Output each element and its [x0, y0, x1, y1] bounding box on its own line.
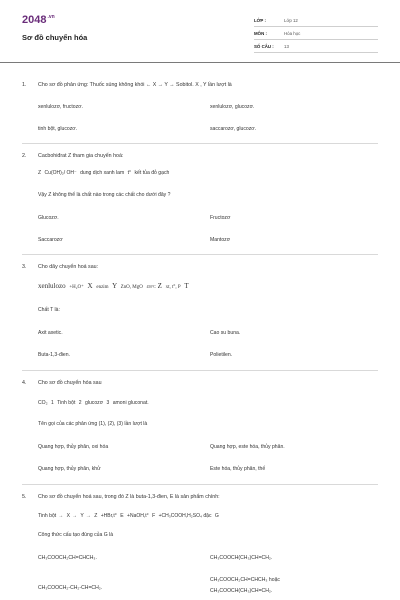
question-stem: Cho sơ đồ chuyển hóa sau [38, 380, 102, 386]
scheme-product: amoni gluconat. [112, 400, 149, 406]
scheme-condition: +NaOH,t° [127, 513, 149, 519]
brand-suffix: .vn [47, 14, 55, 20]
question-number: 1. [22, 82, 27, 88]
option-d[interactable]: saccarozơ, glucozơ. [210, 126, 257, 132]
meta-value: Hóa học [284, 31, 301, 36]
option-a[interactable]: xenlulozơ, fructozơ. [38, 104, 83, 110]
reaction-scheme [38, 400, 149, 406]
scheme-step-label: 1 [51, 400, 54, 406]
option-b[interactable]: Cao su buna. [210, 330, 241, 336]
meta-label: LỚP : [254, 18, 266, 23]
question-stem: Cacbohiđrat Z tham gia chuyển hoá: [38, 153, 124, 159]
question-subprompt: Công thức cấu tạo đúng của G là [38, 532, 114, 538]
divider [22, 370, 378, 371]
divider [22, 254, 378, 255]
question-number: 5. [22, 494, 27, 500]
header-divider [0, 62, 400, 63]
meta-label: SỐ CÂU : [254, 44, 274, 49]
question-subprompt: Chất T là: [38, 307, 60, 313]
scheme-step-label: 3 [106, 400, 110, 406]
question-number: 3. [22, 264, 27, 270]
scheme-step-label: 2 [78, 400, 82, 406]
scheme-condition: +H₂O⁺ [69, 285, 84, 290]
option-b[interactable]: Quang hợp, este hóa, thủy phân. [210, 444, 285, 450]
scheme-intermediate: dung dịch xanh lam [80, 170, 125, 176]
option-a[interactable]: Glucozơ. [38, 215, 59, 221]
scheme-species: E [120, 513, 124, 519]
meta-label: MÔN : [254, 31, 267, 36]
scheme-condition-temp: 450°C [146, 285, 156, 289]
scheme-product: G [214, 513, 219, 519]
reaction-scheme [38, 282, 189, 290]
divider [22, 484, 378, 485]
brand-logo[interactable] [22, 14, 55, 26]
scheme-species: Z [157, 282, 162, 290]
question-number: 2. [22, 153, 27, 159]
scheme-reactant: Tinh bột [38, 513, 57, 519]
option-c[interactable]: Buta-1,3-đien. [38, 352, 70, 358]
scheme-condition: +CH₃COOH,H₂SO₄ đặc [158, 513, 212, 519]
scheme-product: T [184, 282, 189, 290]
option-d[interactable]: Mantozơ [210, 237, 231, 243]
question-number: 4. [22, 380, 27, 386]
option-a[interactable]: Quang hợp, thủy phân, oxi hóa [38, 444, 109, 450]
option-a[interactable]: CH₃COOCH₂CH=CHCH₃. [38, 555, 97, 561]
scheme-species: Y [80, 513, 84, 519]
scheme-reactant: CO₂ [38, 400, 48, 406]
page-title: Sơ đồ chuyển hóa [22, 33, 88, 42]
scheme-product: kết tủa đỏ gạch [134, 170, 170, 176]
scheme-condition: Cu(OH)₂/ OH⁻ [44, 170, 77, 176]
scheme-condition: +HBr,t° [100, 513, 117, 519]
option-c[interactable]: tinh bột, glucozơ. [38, 126, 78, 132]
question-stem: Cho sơ đồ chuyển hoá sau, trong đó Z là buta-1,3-đien, E là sản phẩm chính: [38, 494, 220, 500]
option-a[interactable]: Axit axetic. [38, 330, 63, 336]
option-c[interactable]: CH₃COOCH₂-CH₂-CH=CH₂. [38, 585, 103, 591]
scheme-species: Z [94, 513, 98, 519]
reaction-scheme [38, 170, 169, 176]
scheme-reactant: xenlulozo [38, 282, 66, 290]
option-d[interactable]: Este hóa, thủy phân, thế [210, 466, 266, 472]
option-d-continued[interactable]: CH₃COOCH(CH₃)CH=CH₂. [210, 588, 273, 594]
option-d[interactable]: CH₃COOCH₂CH=CHCH₃ hoặc [210, 577, 280, 583]
scheme-condition: xt, t°, P [165, 285, 181, 290]
scheme-species: Y [112, 282, 117, 290]
question-stem: Cho dãy chuyển hoá sau: [38, 264, 99, 270]
question-subprompt: Tên gọi của các phản ứng (1), (2), (3) lần lượt là [38, 421, 148, 427]
brand-name: 2048 [22, 14, 47, 26]
question-stem: Cho sơ đồ phản ứng: Thuốc súng không khói ← X → Y → Sobitol. X , Y lần lượt là [38, 82, 232, 88]
meta-value: Lớp 12 [284, 18, 298, 23]
scheme-species: glucozơ [85, 400, 104, 406]
scheme-species: F [152, 513, 156, 519]
meta-value: 13 [284, 44, 289, 49]
reaction-scheme: Tinh bột → X → Y → Z +HBr,t° E +NaOH,t° F +CH₃COOH,H₂SO₄ đặc G [38, 513, 219, 519]
header [0, 0, 400, 62]
question-subprompt: Vậy Z không thể là chất nào trong các chất cho dưới đây ? [38, 192, 171, 198]
option-c[interactable]: Saccarozơ [38, 237, 63, 243]
scheme-species: X [66, 513, 71, 519]
option-b[interactable]: CH₃COOCH(CH₃)CH=CH₂. [210, 555, 273, 561]
scheme-condition-2: t° [127, 170, 132, 176]
scheme-species: Tinh bột [57, 400, 76, 406]
scheme-reactant: Z [38, 170, 42, 176]
scheme-condition: enzim [96, 285, 109, 290]
scheme-species: X [87, 282, 93, 290]
option-d[interactable]: Polietilen. [210, 352, 233, 358]
option-b[interactable]: xenlulozơ, glucozơ. [210, 104, 255, 110]
divider [22, 143, 378, 144]
option-c[interactable]: Quang hợp, thủy phân, khử [38, 466, 101, 472]
scheme-condition: ZnO, MgO [120, 285, 143, 290]
option-b[interactable]: Fructozơ [210, 215, 231, 221]
